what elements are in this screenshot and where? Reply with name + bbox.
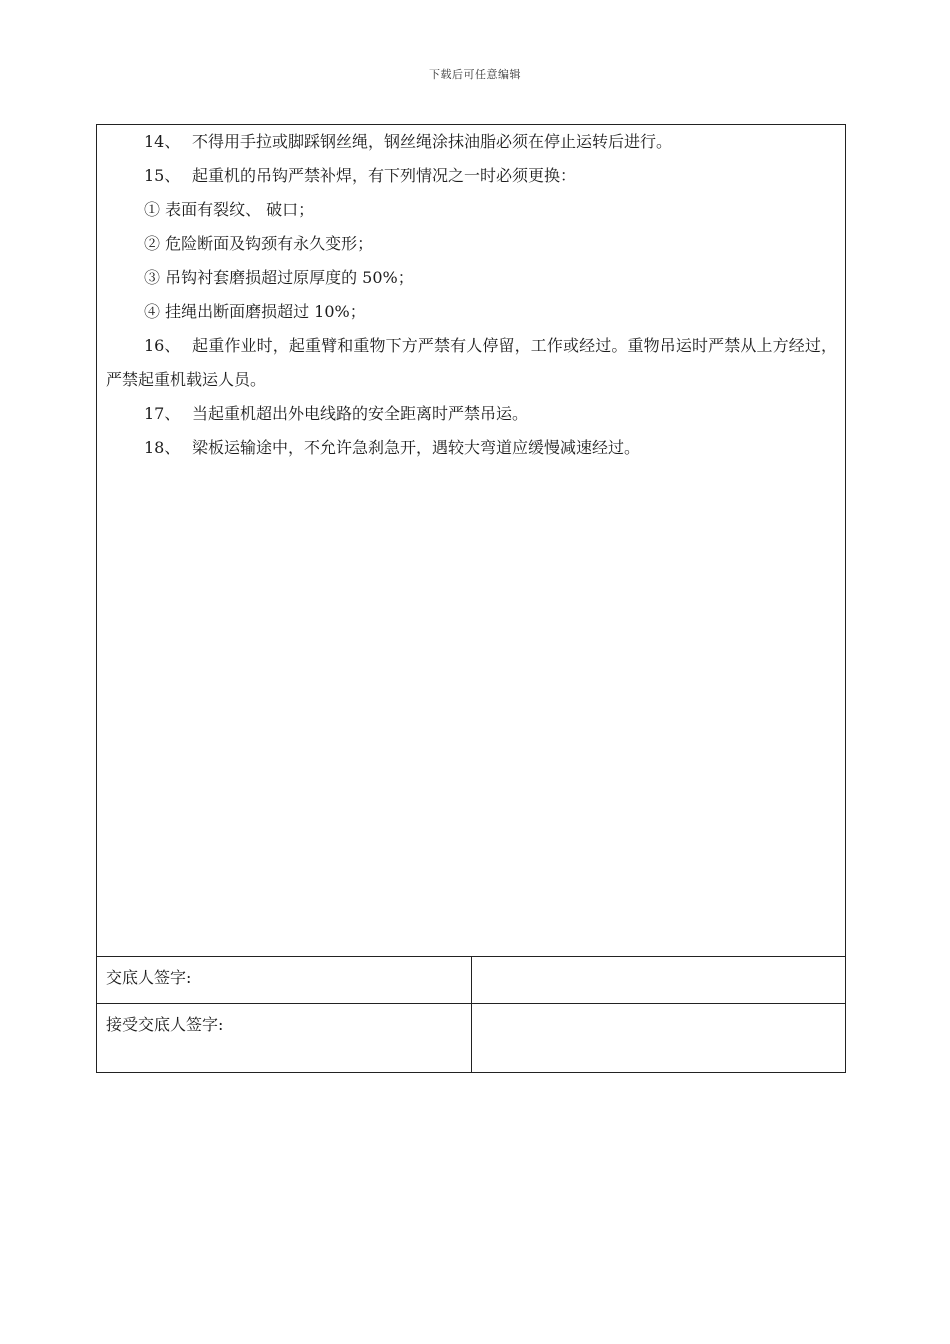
item-number: 15、	[144, 166, 181, 185]
presenter-signature-field[interactable]	[471, 957, 846, 1004]
list-item-15	[106, 159, 837, 193]
item-text: 梁板运输途中，不允许急刹急开，遇较大弯道应缓慢减速经过。	[192, 438, 641, 457]
receiver-signature-row	[97, 1004, 846, 1073]
item-text: 当起重机超出外电线路的安全距离时严禁吊运。	[192, 404, 529, 423]
content-cell	[97, 125, 846, 957]
sub-item-4: ④ 挂绳出断面磨损超过 10%；	[144, 302, 366, 321]
item-text: 起重机的吊钩严禁补焊，有下列情况之一时必须更换：	[192, 166, 577, 185]
item-text: 不得用手拉或脚踩钢丝绳，钢丝绳涂抹油脂必须在停止运转后进行。	[192, 132, 673, 151]
item-number: 14、	[144, 132, 181, 151]
list-item-17	[106, 397, 837, 431]
receiver-signature-label: 接受交底人签字:	[97, 1004, 472, 1073]
list-item-18	[106, 431, 837, 465]
disclosure-table	[96, 124, 846, 1073]
item-number: 16、	[144, 336, 181, 355]
page-header-note: 下载后可任意编辑	[429, 68, 521, 81]
item-number: 17、	[144, 404, 181, 423]
presenter-signature-row	[97, 957, 846, 1004]
list-item-16	[106, 329, 837, 397]
receiver-signature-field[interactable]	[471, 1004, 846, 1073]
sub-item-3: ③ 吊钩衬套磨损超过原厚度的 50%；	[144, 268, 414, 287]
item-number: 18、	[144, 438, 181, 457]
sub-item-2: ② 危险断面及钩颈有永久变形；	[144, 234, 374, 253]
sub-item-1: ① 表面有裂纹、 破口；	[144, 200, 315, 219]
item-text: 起重作业时，起重臂和重物下方严禁有人停留，工作或经过。重物吊运时严禁从上方经过，严禁起重机载运人员。	[106, 336, 837, 389]
content-row	[97, 125, 846, 957]
presenter-signature-label: 交底人签字:	[97, 957, 472, 1004]
list-item-14	[106, 125, 837, 159]
